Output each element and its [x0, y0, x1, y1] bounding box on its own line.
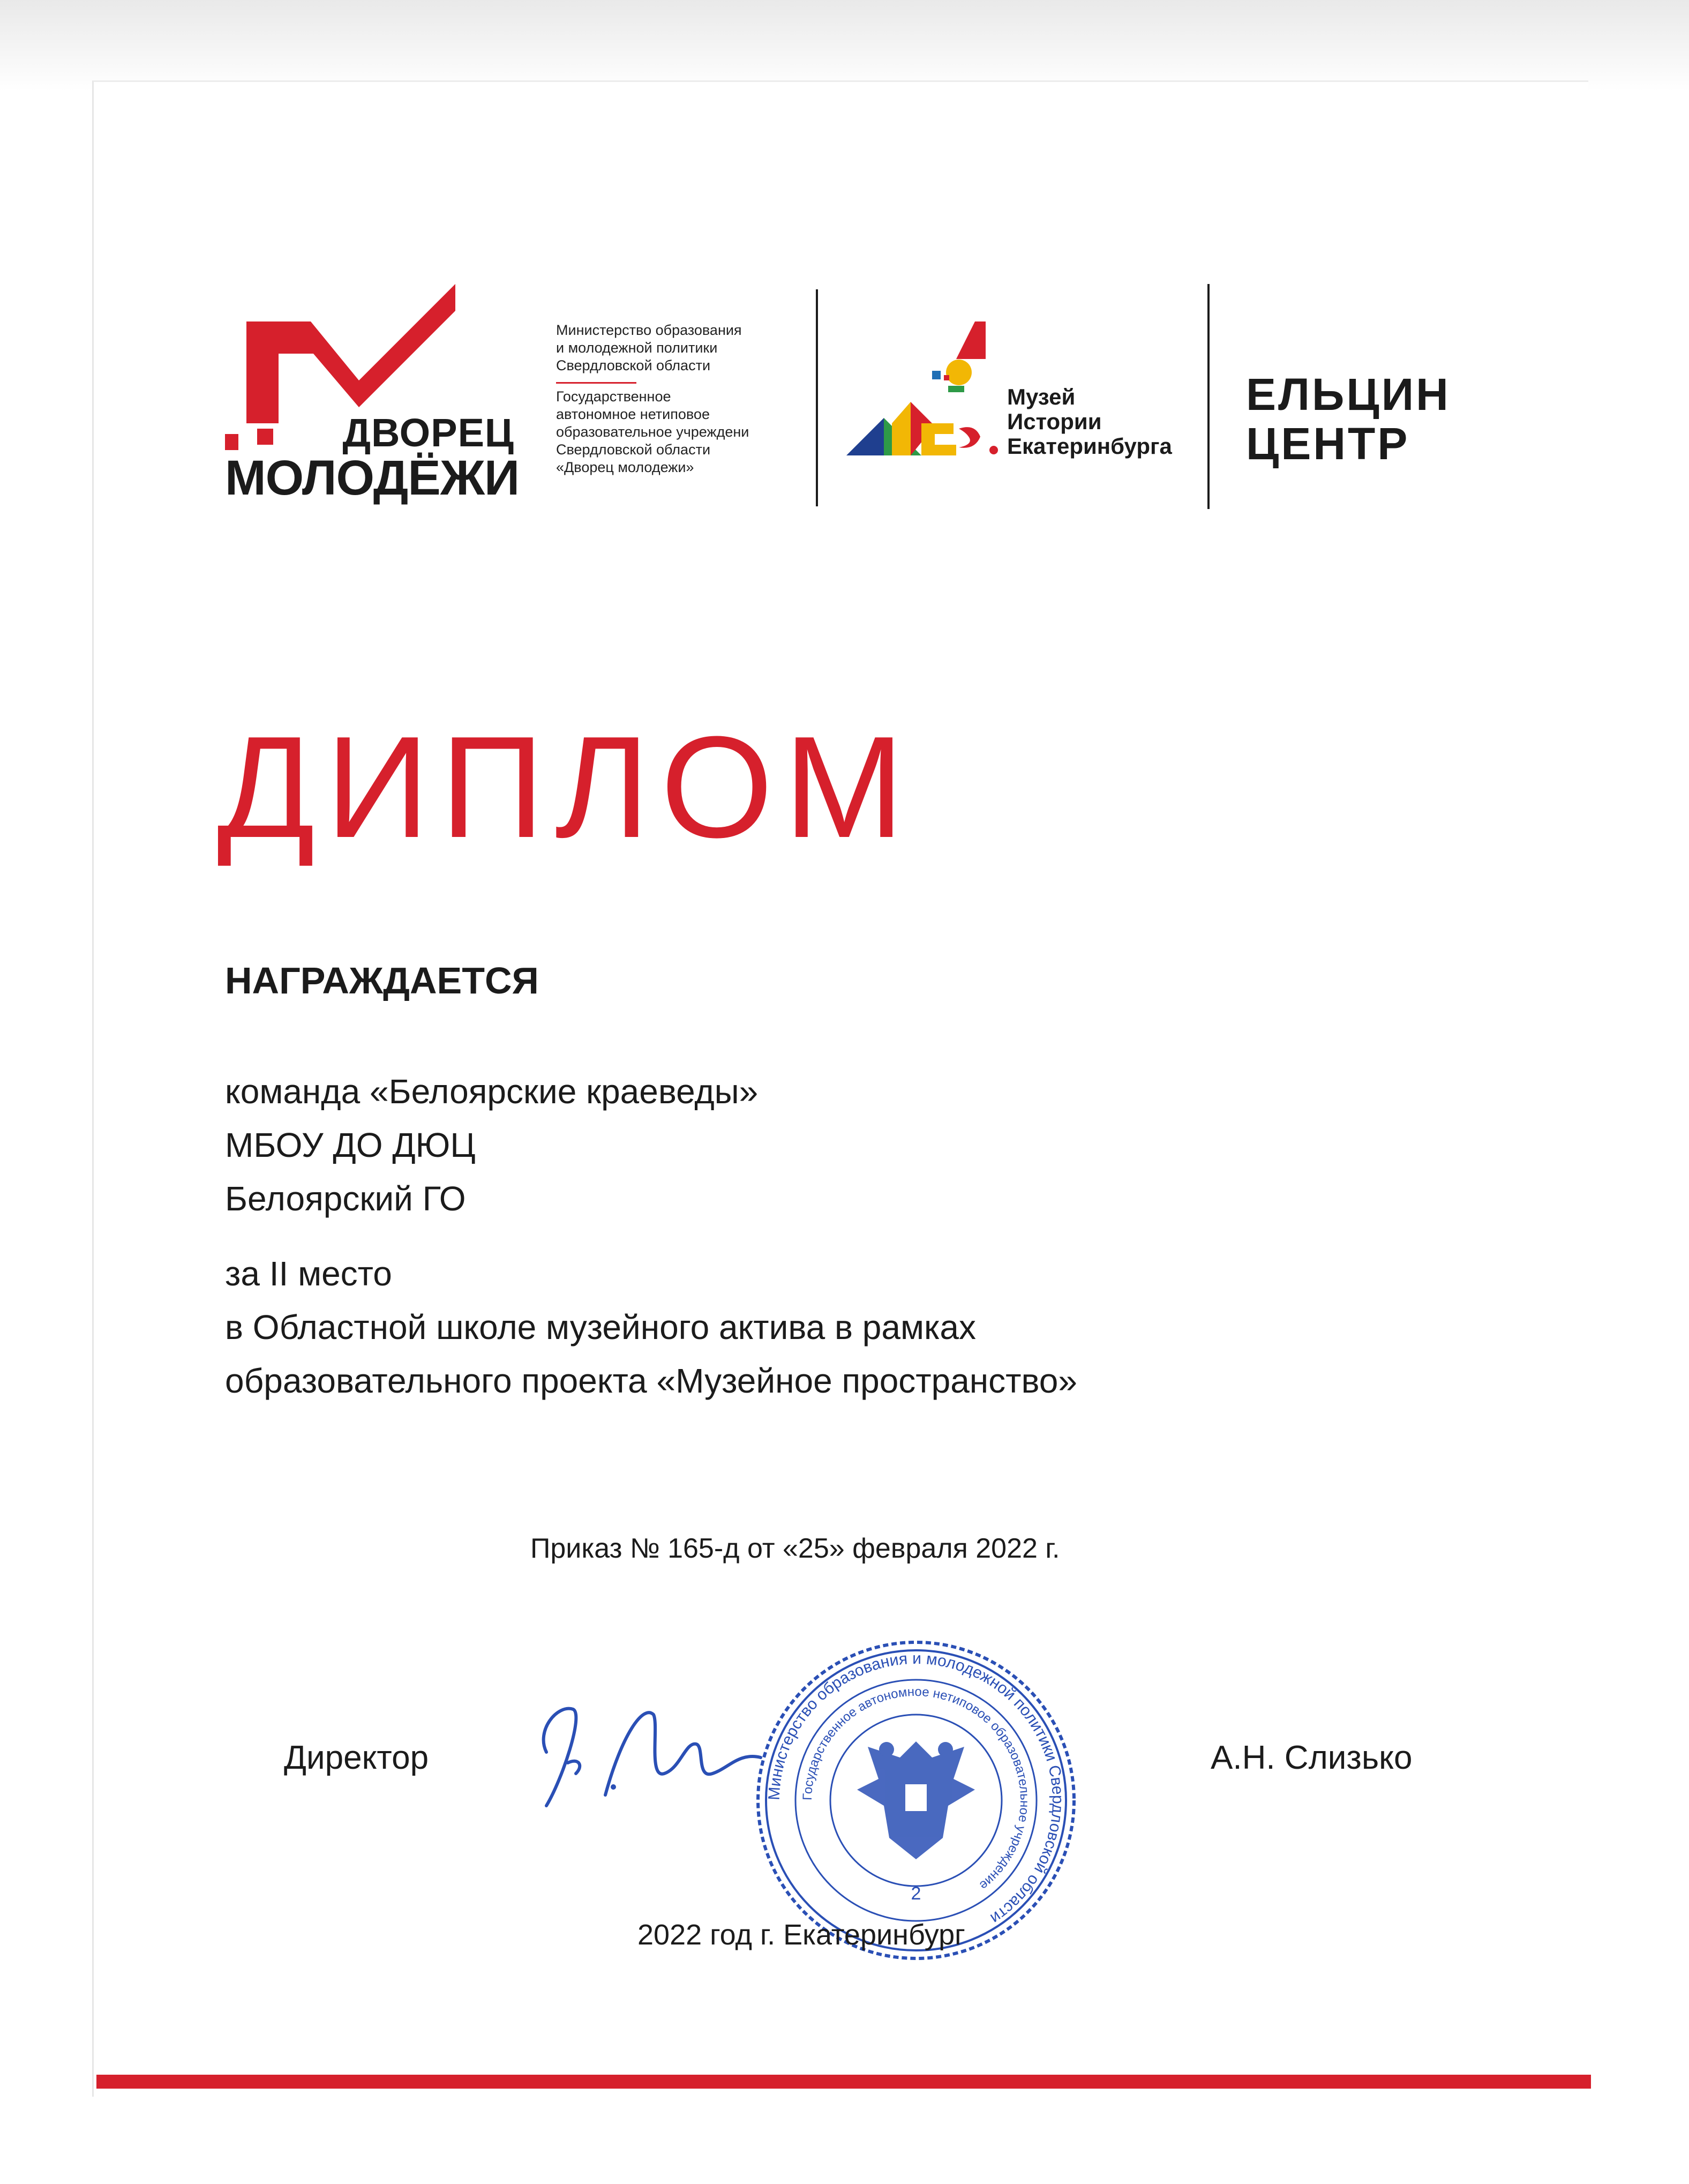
- institution-line: образовательное учреждени: [556, 424, 749, 440]
- seal-outer-text: Министерство образования и молодежной политики Свердловской области: [765, 1649, 1067, 1927]
- museum-logo-line3: Екатеринбурга: [1007, 433, 1172, 459]
- institution-line: Свердловской области: [556, 442, 711, 458]
- header-divider: [1207, 284, 1210, 509]
- ministry-block: [556, 321, 808, 476]
- museum-logo-line1: Музей: [1007, 384, 1076, 409]
- museum-logo-text: [1007, 385, 1172, 459]
- institution-line: Государственное: [556, 388, 671, 405]
- scan-shadow: [0, 0, 1689, 91]
- award-event: в Областной школе музейного актива в рамках: [225, 1308, 976, 1347]
- recipient-district: Белоярский ГО: [225, 1179, 466, 1218]
- institution-line: «Дворец молодежи»: [556, 459, 694, 475]
- header-divider: [816, 289, 818, 506]
- museum-logo-icon: [841, 321, 1007, 461]
- ministry-divider: [556, 382, 636, 384]
- institution-line: автономное нетиповое: [556, 406, 710, 422]
- ministry-line: Свердловской области: [556, 357, 711, 373]
- handwritten-signature-icon: [525, 1672, 777, 1833]
- order-reference: Приказ № 165-д от «25» февраля 2022 г.: [530, 1533, 1060, 1564]
- ministry-line: и молодежной политики: [556, 340, 718, 356]
- official-seal-icon: [750, 1634, 1082, 1966]
- yeltsin-logo-line2: ЦЕНТР: [1246, 418, 1410, 469]
- yeltsin-logo-line1: ЕЛЬЦИН: [1246, 369, 1451, 420]
- footer-year-city: 2022 год г. Екатеринбург: [637, 1919, 965, 1951]
- recipient-team: команда «Белоярские краеведы»: [225, 1072, 759, 1111]
- dvorets-logo-line1: ДВОРЕЦ: [342, 410, 514, 455]
- signer-name: А.Н. Слизько: [1211, 1739, 1413, 1776]
- award-project: образовательного проекта «Музейное пространство»: [225, 1362, 1077, 1400]
- dvorets-molodezhi-logo: [225, 279, 520, 509]
- bottom-accent-bar: [96, 2075, 1591, 2089]
- award-place: за II место: [225, 1254, 392, 1293]
- diploma-title: ДИПЛОМ: [217, 707, 915, 868]
- awarded-heading: НАГРАЖДАЕТСЯ: [225, 960, 539, 1001]
- seal-number: 2: [911, 1883, 921, 1904]
- dvorets-logo-line2: МОЛОДЁЖИ: [225, 451, 520, 505]
- recipient-school: МБОУ ДО ДЮЦ: [225, 1126, 476, 1164]
- ministry-line: Министерство образования: [556, 322, 742, 338]
- museum-logo-line2: Истории: [1007, 409, 1102, 434]
- signer-role: Директор: [284, 1739, 429, 1776]
- yeltsin-center-logo: [1246, 370, 1451, 468]
- seal-inner-text: Государственное автономное нетиповое образовательное учреждение: [800, 1684, 1032, 1893]
